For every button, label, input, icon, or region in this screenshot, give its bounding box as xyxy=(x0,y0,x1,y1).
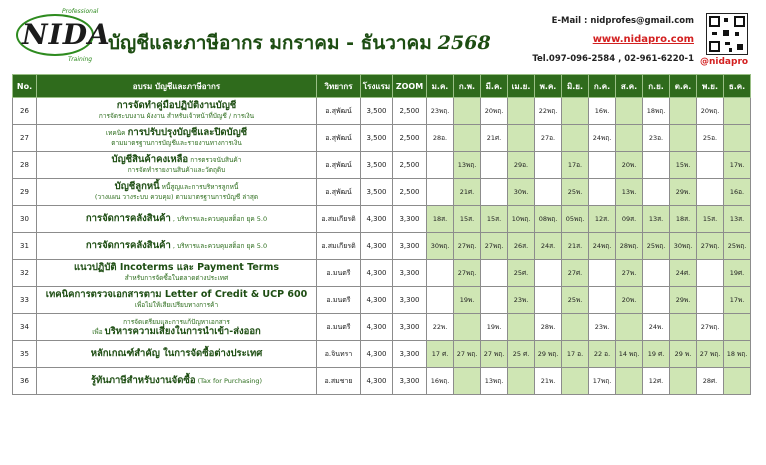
row-number: 36 xyxy=(13,368,37,395)
month-date-cell: 30พฤ. xyxy=(670,233,697,260)
column-header: เม.ย. xyxy=(508,75,535,98)
zoom-price-cell: 3,300 xyxy=(393,206,427,233)
page-header xyxy=(0,0,766,72)
table-row xyxy=(13,341,751,368)
hotel-price-cell: 3,500 xyxy=(361,98,393,125)
course-title: การจัดการคลังสินค้า xyxy=(85,213,171,224)
month-date-cell: 27พฤ. xyxy=(697,233,724,260)
month-date-cell: 24พฤ. xyxy=(589,125,616,152)
month-date-cell xyxy=(670,314,697,341)
table-row xyxy=(13,260,751,287)
month-date-cell: 27ศ. xyxy=(562,260,589,287)
month-date-cell xyxy=(481,287,508,314)
month-date-cell: 23อ. xyxy=(643,125,670,152)
logo-ring-bottom-text: Training xyxy=(68,56,93,63)
course-title: หลักเกณฑ์สำคัญ ในการจัดซื้อต่างประเทศ xyxy=(90,348,263,359)
qr-code-icon xyxy=(706,13,748,55)
month-date-cell: 21ศ. xyxy=(481,125,508,152)
course-title-cell xyxy=(37,368,317,395)
course-title-extra: , บริหารและควบคุมสต็อก ยุค 5.0 xyxy=(170,242,268,250)
course-title-cell xyxy=(37,152,317,179)
course-title-cell xyxy=(37,98,317,125)
hotel-price-cell: 4,300 xyxy=(361,287,393,314)
column-header: อบรม บัญชีและภาษีอากร xyxy=(37,75,317,98)
page-title xyxy=(108,28,491,58)
hotel-price-cell: 4,300 xyxy=(361,368,393,395)
month-date-cell xyxy=(508,125,535,152)
column-header: ก.ย. xyxy=(643,75,670,98)
month-date-cell xyxy=(427,260,454,287)
month-date-cell: 21พ. xyxy=(535,368,562,395)
course-prefix: เทคนิค xyxy=(105,129,126,137)
month-date-cell: 09ส. xyxy=(616,206,643,233)
website-link[interactable]: www.nidapro.com xyxy=(592,34,694,45)
course-title-extra: หนี้สูญและการบริหารลูกหนี้ xyxy=(159,183,239,191)
hotel-price-cell: 4,300 xyxy=(361,206,393,233)
month-date-cell: 25ศ. xyxy=(508,260,535,287)
month-date-cell: 13ส. xyxy=(724,206,751,233)
month-date-cell: 28พ. xyxy=(535,314,562,341)
month-date-cell xyxy=(589,260,616,287)
speaker-cell: อ.มนตรี xyxy=(317,287,361,314)
zoom-price-cell: 2,500 xyxy=(393,125,427,152)
month-date-cell xyxy=(535,260,562,287)
course-title-cell xyxy=(37,341,317,368)
month-date-cell: 18ส. xyxy=(670,206,697,233)
hotel-price-cell: 4,300 xyxy=(361,341,393,368)
table-row xyxy=(13,287,751,314)
course-title: บัญชีสินค้าคงเหลือ xyxy=(111,154,189,165)
month-date-cell: 29อ. xyxy=(508,152,535,179)
month-date-cell: 27พฤ. xyxy=(454,233,481,260)
month-date-cell: 24พ. xyxy=(643,314,670,341)
zoom-price-cell: 3,300 xyxy=(393,287,427,314)
contact-block xyxy=(532,14,694,66)
month-date-cell: 28อ. xyxy=(427,125,454,152)
month-date-cell: 15ส. xyxy=(454,206,481,233)
column-header: มี.ค. xyxy=(481,75,508,98)
month-date-cell: 22พฤ. xyxy=(535,98,562,125)
month-date-cell xyxy=(535,287,562,314)
course-title: บัญชีลูกหนี้ xyxy=(114,181,160,192)
speaker-cell: อ.สุพัฒน์ xyxy=(317,125,361,152)
month-date-cell: 25 ศ. xyxy=(508,341,535,368)
month-date-cell: 27พฤ. xyxy=(697,314,724,341)
column-header: ส.ค. xyxy=(616,75,643,98)
month-date-cell: 19ศ. xyxy=(724,260,751,287)
month-date-cell xyxy=(508,314,535,341)
month-date-cell: 17 ศ. xyxy=(427,341,454,368)
month-date-cell: 21ศ. xyxy=(454,179,481,206)
course-subtitle: สำหรับการจัดซื้อในตลาดต่างประเทศ xyxy=(124,274,229,282)
month-date-cell xyxy=(616,314,643,341)
course-title: การปรับปรุงบัญชีและปิดบัญชี xyxy=(127,127,248,138)
month-date-cell: 17พ. xyxy=(724,287,751,314)
zoom-price-cell: 3,300 xyxy=(393,233,427,260)
table-row xyxy=(13,152,751,179)
hotel-price-cell: 3,500 xyxy=(361,125,393,152)
row-number: 30 xyxy=(13,206,37,233)
row-number: 33 xyxy=(13,287,37,314)
month-date-cell: 29พ. xyxy=(670,179,697,206)
table-row xyxy=(13,314,751,341)
email-text: E-Mail : nidprofes@gmail.com xyxy=(551,16,694,26)
month-date-cell: 12ส. xyxy=(589,206,616,233)
month-date-cell: 15ส. xyxy=(697,206,724,233)
zoom-price-cell: 3,300 xyxy=(393,368,427,395)
month-date-cell: 24พฤ. xyxy=(589,233,616,260)
month-date-cell: 15ส. xyxy=(481,206,508,233)
month-date-cell: 27 พฤ. xyxy=(481,341,508,368)
row-number: 35 xyxy=(13,341,37,368)
month-date-cell xyxy=(697,287,724,314)
speaker-cell: อ.สมเกียรติ xyxy=(317,206,361,233)
table-row xyxy=(13,368,751,395)
title-year: 2568 xyxy=(437,32,491,54)
month-date-cell: 05พฤ. xyxy=(562,206,589,233)
course-title-cell xyxy=(37,125,317,152)
month-date-cell: 23พ. xyxy=(589,314,616,341)
month-date-cell xyxy=(481,260,508,287)
month-date-cell: 18ส. xyxy=(427,206,454,233)
month-date-cell: 25อ. xyxy=(697,125,724,152)
zoom-price-cell: 2,500 xyxy=(393,179,427,206)
month-date-cell: 27อ. xyxy=(535,125,562,152)
speaker-cell: อ.สุพัฒน์ xyxy=(317,152,361,179)
row-number: 26 xyxy=(13,98,37,125)
course-title-cell xyxy=(37,233,317,260)
month-date-cell xyxy=(562,98,589,125)
month-date-cell xyxy=(508,98,535,125)
month-date-cell xyxy=(454,98,481,125)
column-header: พ.ย. xyxy=(697,75,724,98)
speaker-cell: อ.มนตรี xyxy=(317,314,361,341)
zoom-price-cell: 2,500 xyxy=(393,152,427,179)
month-date-cell xyxy=(427,179,454,206)
month-date-cell: 27 พฤ. xyxy=(454,341,481,368)
column-header: ก.ค. xyxy=(589,75,616,98)
month-date-cell: 24ศ. xyxy=(670,260,697,287)
month-date-cell xyxy=(643,287,670,314)
row-number: 32 xyxy=(13,260,37,287)
month-date-cell xyxy=(616,368,643,395)
month-date-cell xyxy=(508,368,535,395)
phone-text: Tel.097-096-2584 , 02-961-6220-1 xyxy=(532,54,694,64)
month-date-cell: 27พ. xyxy=(616,260,643,287)
course-prefix: การจัดเตรียมและการแก้ปัญหาเอกสาร xyxy=(123,318,230,326)
month-date-cell xyxy=(562,368,589,395)
row-number: 31 xyxy=(13,233,37,260)
course-title-cell xyxy=(37,314,317,341)
table-body xyxy=(13,98,751,395)
month-date-cell xyxy=(481,152,508,179)
month-date-cell xyxy=(427,287,454,314)
hotel-price-cell: 4,300 xyxy=(361,233,393,260)
column-header: ก.พ. xyxy=(454,75,481,98)
speaker-cell: อ.สุพัฒน์ xyxy=(317,179,361,206)
course-subtitle: (วางแผน วางระบบ ควบคุม) ตามมาตรฐานการบัญชี ล่าสุด xyxy=(94,193,259,201)
month-date-cell: 25พฤ. xyxy=(643,233,670,260)
column-header: No. xyxy=(13,75,37,98)
course-title: การจัดการคลังสินค้า xyxy=(85,240,171,251)
course-title-cell xyxy=(37,179,317,206)
month-date-cell: 16พ. xyxy=(589,98,616,125)
hotel-price-cell: 3,500 xyxy=(361,179,393,206)
speaker-cell: อ.มนตรี xyxy=(317,260,361,287)
table-row xyxy=(13,206,751,233)
month-date-cell: 29พ. xyxy=(670,287,697,314)
month-date-cell xyxy=(535,152,562,179)
month-date-cell: 16อ. xyxy=(724,179,751,206)
column-header: พ.ค. xyxy=(535,75,562,98)
zoom-price-cell: 3,300 xyxy=(393,260,427,287)
month-date-cell: 17อ. xyxy=(562,152,589,179)
hotel-price-cell: 4,300 xyxy=(361,260,393,287)
course-schedule-table xyxy=(12,74,751,395)
month-date-cell: 20พ. xyxy=(616,287,643,314)
course-title: รู้ทันภาษีสำหรับงานจัดซื้อ xyxy=(90,375,196,386)
course-subtitle: ตามมาตรฐานการบัญชีและรายงานทางการเงิน xyxy=(111,139,242,147)
month-date-cell: 19พ. xyxy=(481,314,508,341)
column-header: โรงแรม xyxy=(361,75,393,98)
table-header-row xyxy=(13,75,751,98)
course-subtitle: การจัดระบบงาน ผังงาน สำหรับเจ้าหน้าที่บัญชี / การเงิน xyxy=(98,112,255,120)
course-subtitle: เพื่อไม่ให้เสียเปรียบทางการค้า xyxy=(134,301,219,309)
month-date-cell: 13พฤ. xyxy=(481,368,508,395)
month-date-cell xyxy=(589,179,616,206)
month-date-cell: 28ศ. xyxy=(697,368,724,395)
month-date-cell: 30พฤ. xyxy=(427,233,454,260)
month-date-cell: 25พ. xyxy=(562,179,589,206)
table-row xyxy=(13,233,751,260)
hotel-price-cell: 3,500 xyxy=(361,152,393,179)
month-date-cell xyxy=(670,98,697,125)
course-title-extra: การตรวจนับสินค้า xyxy=(188,156,242,164)
course-title: การจัดทำคู่มือปฏิบัติงานบัญชี xyxy=(116,100,237,111)
month-date-cell: 28พฤ. xyxy=(616,233,643,260)
row-number: 27 xyxy=(13,125,37,152)
month-date-cell: 19พ. xyxy=(454,287,481,314)
course-subtitle: การจัดทำรายงานสินค้าและวัตถุดิบ xyxy=(127,166,226,174)
month-date-cell xyxy=(697,179,724,206)
speaker-cell: อ.สมเกียรติ xyxy=(317,233,361,260)
month-date-cell xyxy=(724,368,751,395)
nida-logo xyxy=(16,8,111,63)
table-row xyxy=(13,98,751,125)
month-date-cell xyxy=(616,125,643,152)
month-date-cell: 24ส. xyxy=(535,233,562,260)
month-date-cell: 29 พ. xyxy=(670,341,697,368)
table-row xyxy=(13,125,751,152)
column-header: ธ.ค. xyxy=(724,75,751,98)
month-date-cell xyxy=(481,179,508,206)
month-date-cell xyxy=(670,125,697,152)
month-date-cell xyxy=(454,125,481,152)
month-date-cell xyxy=(589,152,616,179)
month-date-cell: 27พฤ. xyxy=(454,260,481,287)
month-date-cell: 17 อ. xyxy=(562,341,589,368)
column-header: ต.ค. xyxy=(670,75,697,98)
month-date-cell xyxy=(643,152,670,179)
column-header: มิ.ย. xyxy=(562,75,589,98)
course-lead: เพื่อ xyxy=(92,328,105,336)
row-number: 34 xyxy=(13,314,37,341)
month-date-cell xyxy=(562,314,589,341)
month-date-cell: 15พ. xyxy=(670,152,697,179)
speaker-cell: อ.สุพัฒน์ xyxy=(317,98,361,125)
month-date-cell: 20พฤ. xyxy=(697,98,724,125)
month-date-cell: 13พฤ. xyxy=(454,152,481,179)
column-header: ม.ค. xyxy=(427,75,454,98)
month-date-cell xyxy=(562,125,589,152)
month-date-cell: 12ศ. xyxy=(643,368,670,395)
month-date-cell: 22 อ. xyxy=(589,341,616,368)
course-title: บริหารความเสี่ยงในการนำเข้า-ส่งออก xyxy=(104,326,261,337)
month-date-cell: 27 พฤ. xyxy=(697,341,724,368)
course-title-cell xyxy=(37,206,317,233)
month-date-cell: 26ส. xyxy=(508,233,535,260)
hotel-price-cell: 4,300 xyxy=(361,314,393,341)
course-title-cell xyxy=(37,287,317,314)
month-date-cell: 20พฤ. xyxy=(481,98,508,125)
month-date-cell: 19 ศ. xyxy=(643,341,670,368)
month-date-cell xyxy=(697,260,724,287)
month-date-cell: 22พ. xyxy=(427,314,454,341)
month-date-cell xyxy=(454,314,481,341)
month-date-cell xyxy=(454,368,481,395)
month-date-cell: 17พฤ. xyxy=(589,368,616,395)
month-date-cell: 14 พฤ. xyxy=(616,341,643,368)
speaker-cell: อ.จินทรา xyxy=(317,341,361,368)
month-date-cell: 25พฤ. xyxy=(724,233,751,260)
month-date-cell: 21ส. xyxy=(562,233,589,260)
course-title: แนวปฏิบัติ Incoterms และ Payment Terms xyxy=(73,262,280,273)
month-date-cell: 18 พฤ. xyxy=(724,341,751,368)
month-date-cell xyxy=(643,179,670,206)
month-date-cell: 27พฤ. xyxy=(481,233,508,260)
month-date-cell: 13พ. xyxy=(616,179,643,206)
month-date-cell: 20พ. xyxy=(616,152,643,179)
month-date-cell: 16พฤ. xyxy=(427,368,454,395)
column-header: วิทยากร xyxy=(317,75,361,98)
row-number: 28 xyxy=(13,152,37,179)
zoom-price-cell: 3,300 xyxy=(393,314,427,341)
month-date-cell xyxy=(616,98,643,125)
row-number: 29 xyxy=(13,179,37,206)
month-date-cell xyxy=(724,125,751,152)
course-title: เทคนิคการตรวจเอกสารตาม Letter of Credit & UCP 600 xyxy=(45,289,308,300)
month-date-cell xyxy=(427,152,454,179)
month-date-cell: 17พ. xyxy=(724,152,751,179)
month-date-cell: 10พฤ. xyxy=(508,206,535,233)
column-header: ZOOM xyxy=(393,75,427,98)
month-date-cell xyxy=(535,179,562,206)
zoom-price-cell: 2,500 xyxy=(393,98,427,125)
course-title-extra: , บริหารและควบคุมสต็อก ยุค 5.0 xyxy=(170,215,268,223)
course-title-extra: (Tax for Purchasing) xyxy=(195,377,263,385)
logo-ring-top-text: Professional xyxy=(62,8,99,15)
month-date-cell: 25พ. xyxy=(562,287,589,314)
month-date-cell: 30พ. xyxy=(508,179,535,206)
logo-text: NIDA xyxy=(22,18,111,51)
title-text: บัญชีและภาษีอากร มกราคม - ธันวาคม xyxy=(108,32,432,54)
zoom-price-cell: 3,300 xyxy=(393,341,427,368)
course-title-cell xyxy=(37,260,317,287)
social-handle: @nidapro xyxy=(700,57,749,67)
speaker-cell: อ.สมชาย xyxy=(317,368,361,395)
month-date-cell: 08พฤ. xyxy=(535,206,562,233)
month-date-cell: 23พ. xyxy=(508,287,535,314)
month-date-cell: 29 พฤ. xyxy=(535,341,562,368)
month-date-cell: 18พฤ. xyxy=(643,98,670,125)
month-date-cell: 23พฤ. xyxy=(427,98,454,125)
month-date-cell xyxy=(697,152,724,179)
month-date-cell xyxy=(724,314,751,341)
table-row xyxy=(13,179,751,206)
month-date-cell: 13ส. xyxy=(643,206,670,233)
month-date-cell xyxy=(643,260,670,287)
month-date-cell xyxy=(670,368,697,395)
month-date-cell xyxy=(724,98,751,125)
month-date-cell xyxy=(589,287,616,314)
